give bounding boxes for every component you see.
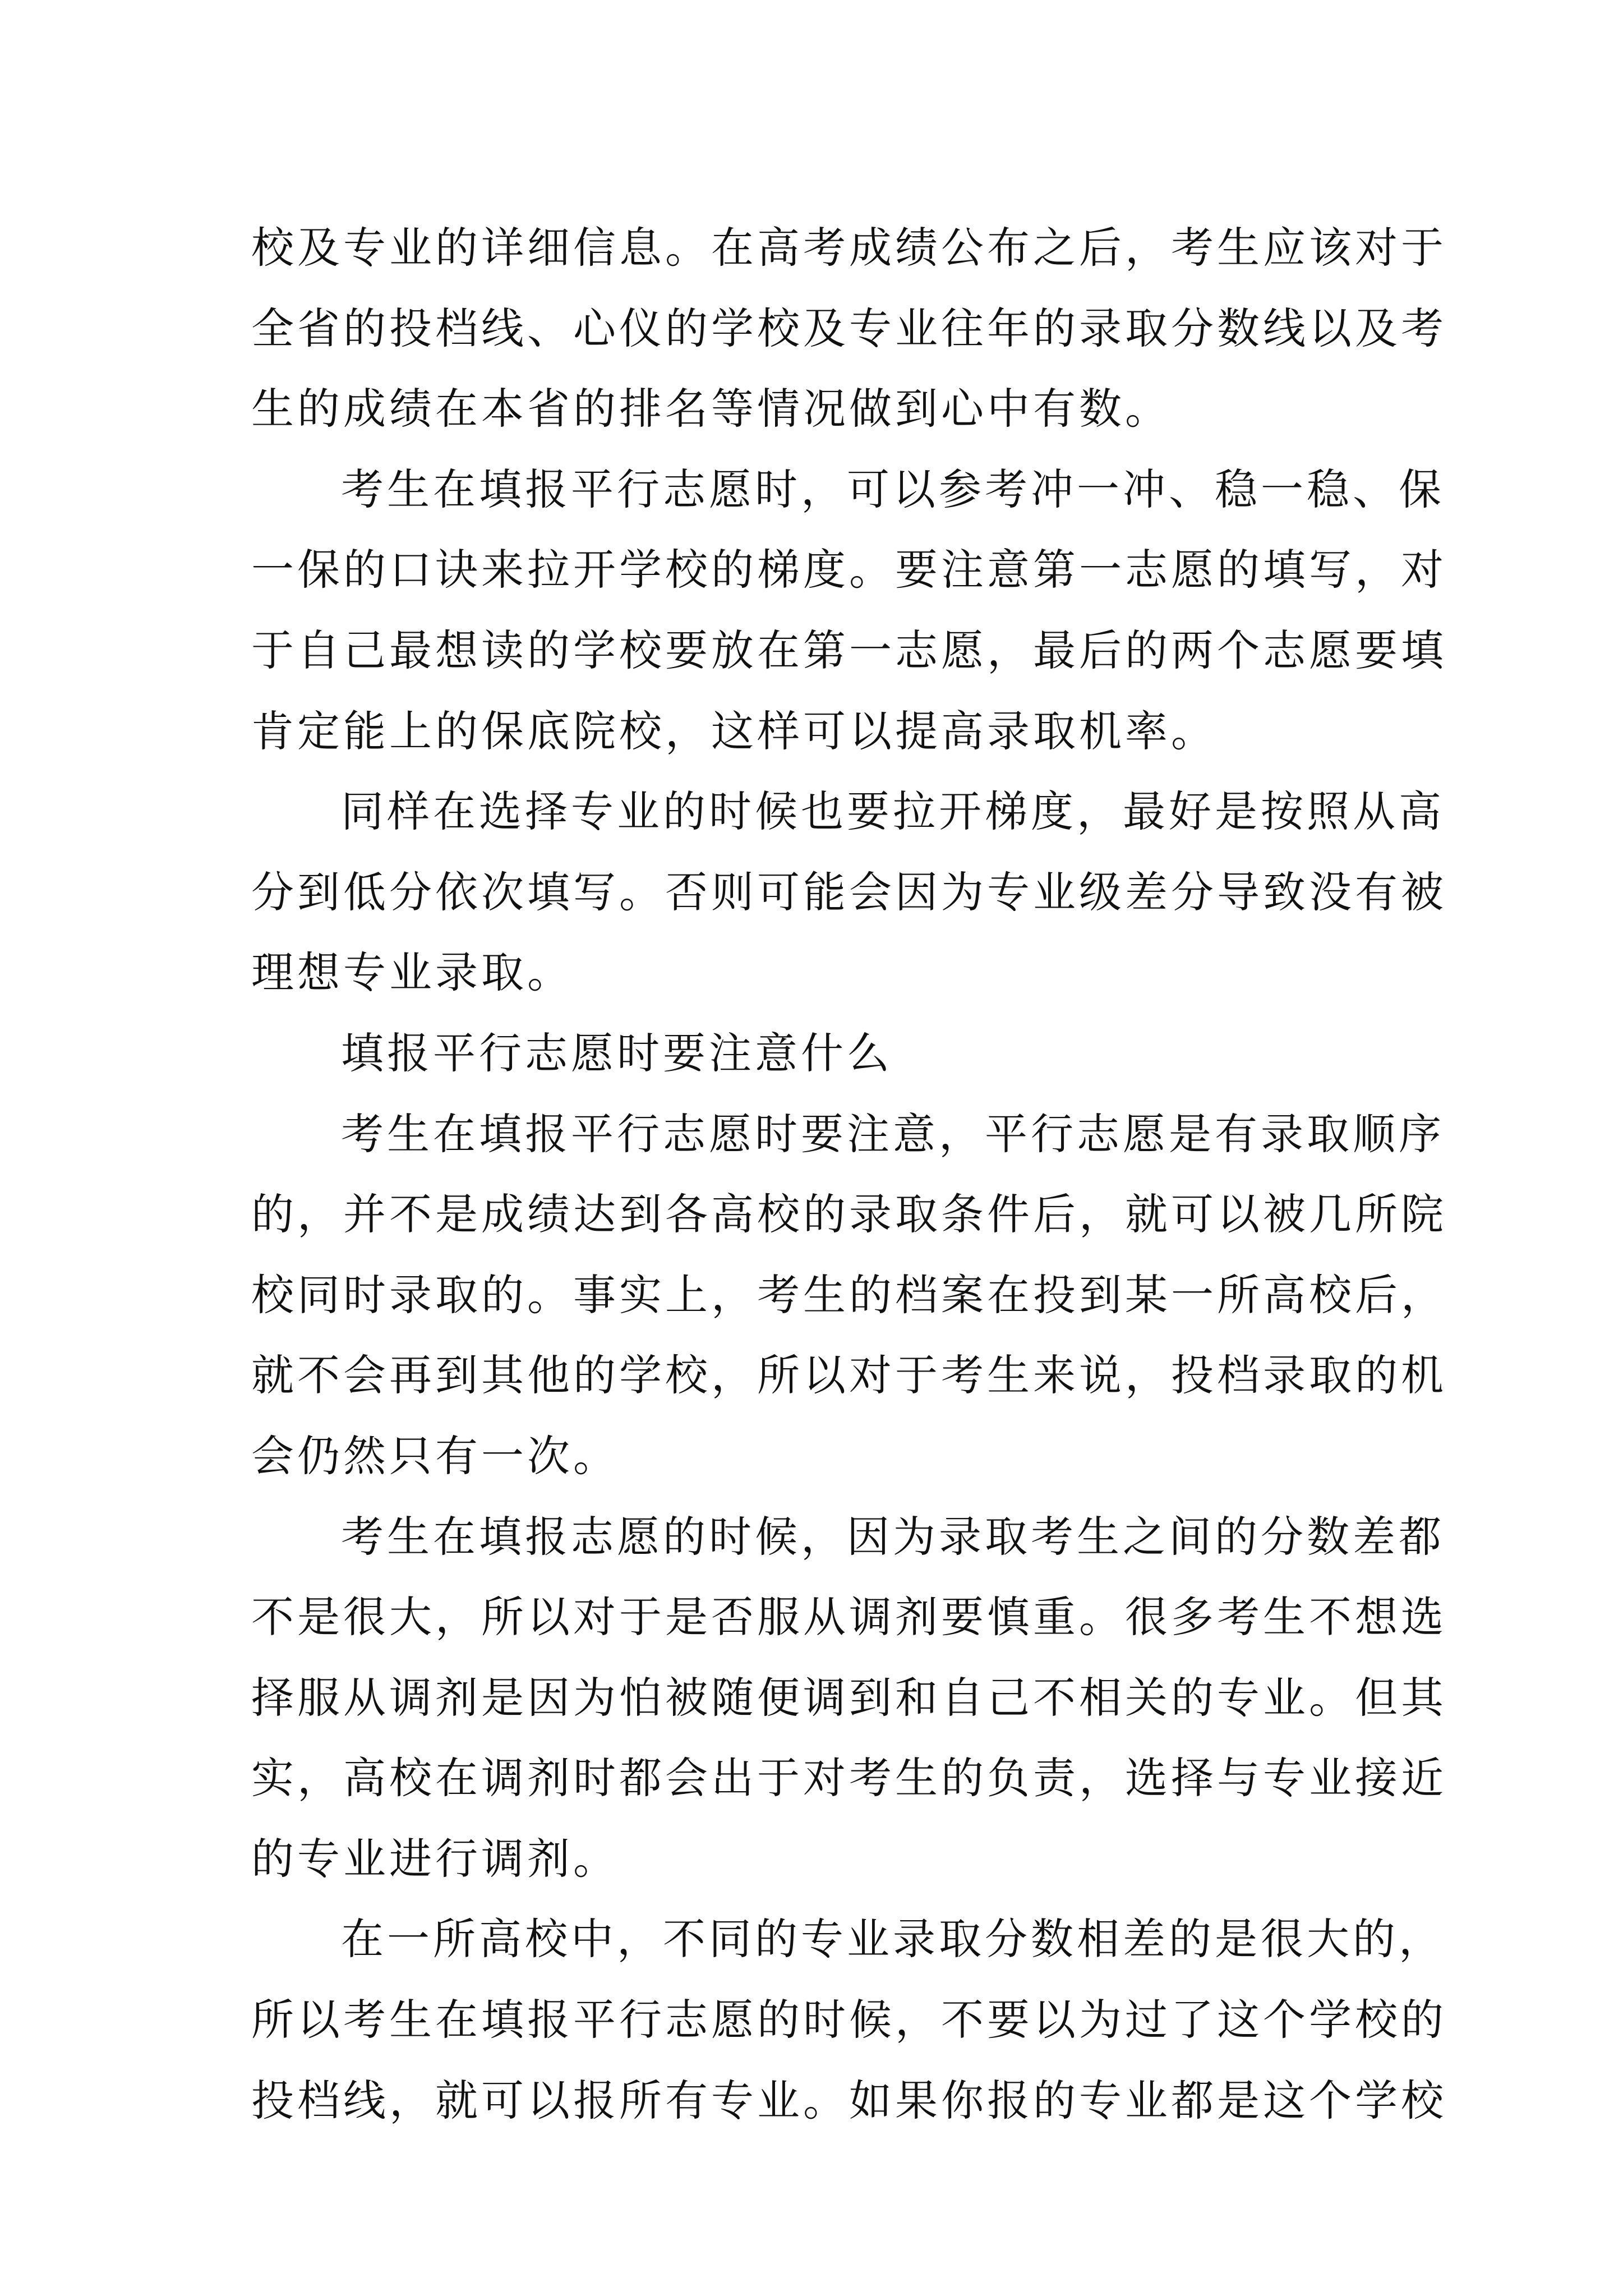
text-line: 理想专业录取。: [251, 947, 573, 998]
text-line: 考生在填报平行志愿时要注意，平行志愿是有录取顺序: [341, 1108, 1445, 1159]
text-line: 填报平行志愿时要注意什么: [341, 1028, 893, 1078]
text-line: 择服从调剂是因为怕被随便调到和自己不相关的专业。但其: [251, 1672, 1447, 1723]
text-line: 在一所高校中，不同的专业录取分数相差的是很大的，: [341, 1914, 1445, 1964]
text-line: 肯定能上的保底院校，这样可以提高录取机率。: [251, 706, 1217, 756]
text-line: 校同时录取的。事实上，考生的档案在投到某一所高校后，: [251, 1269, 1447, 1320]
text-line: 生的成绩在本省的排名等情况做到心中有数。: [251, 384, 1171, 434]
text-line: 会仍然只有一次。: [251, 1430, 619, 1481]
body-text: [251, 208, 1447, 2141]
text-line: 实，高校在调剂时都会出于对考生的负责，选择与专业接近: [251, 1753, 1447, 1803]
text-line: 考生在填报平行志愿时，可以参考冲一冲、稳一稳、保: [341, 464, 1445, 514]
text-line: 的，并不是成绩达到各高校的录取条件后，就可以被几所院: [251, 1189, 1447, 1240]
text-line: 就不会再到其他的学校，所以对于考生来说，投档录取的机: [251, 1350, 1447, 1401]
text-line: 的专业进行调剂。: [251, 1833, 619, 1884]
text-line: 一保的口诀来拉开学校的梯度。要注意第一志愿的填写，对: [251, 545, 1447, 595]
text-line: 投档线，就可以报所有专业。如果你报的专业都是这个学校: [251, 2075, 1447, 2125]
text-line: 分到低分依次填写。否则可能会因为专业级差分导致没有被: [251, 867, 1447, 917]
text-line: 不是很大，所以对于是否服从调剂要慎重。很多考生不想选: [251, 1592, 1447, 1642]
text-line: 于自己最想读的学校要放在第一志愿，最后的两个志愿要填: [251, 625, 1447, 675]
text-line: 校及专业的详细信息。在高考成绩公布之后，考生应该对于: [251, 223, 1447, 273]
text-line: 考生在填报志愿的时候，因为录取考生之间的分数差都: [341, 1511, 1445, 1562]
text-line: 全省的投档线、心仪的学校及专业往年的录取分数线以及考: [251, 303, 1447, 353]
text-line: 同样在选择专业的时候也要拉开梯度，最好是按照从高: [341, 786, 1445, 837]
text-line: 所以考生在填报平行志愿的时候，不要以为过了这个学校的: [251, 1995, 1447, 2045]
